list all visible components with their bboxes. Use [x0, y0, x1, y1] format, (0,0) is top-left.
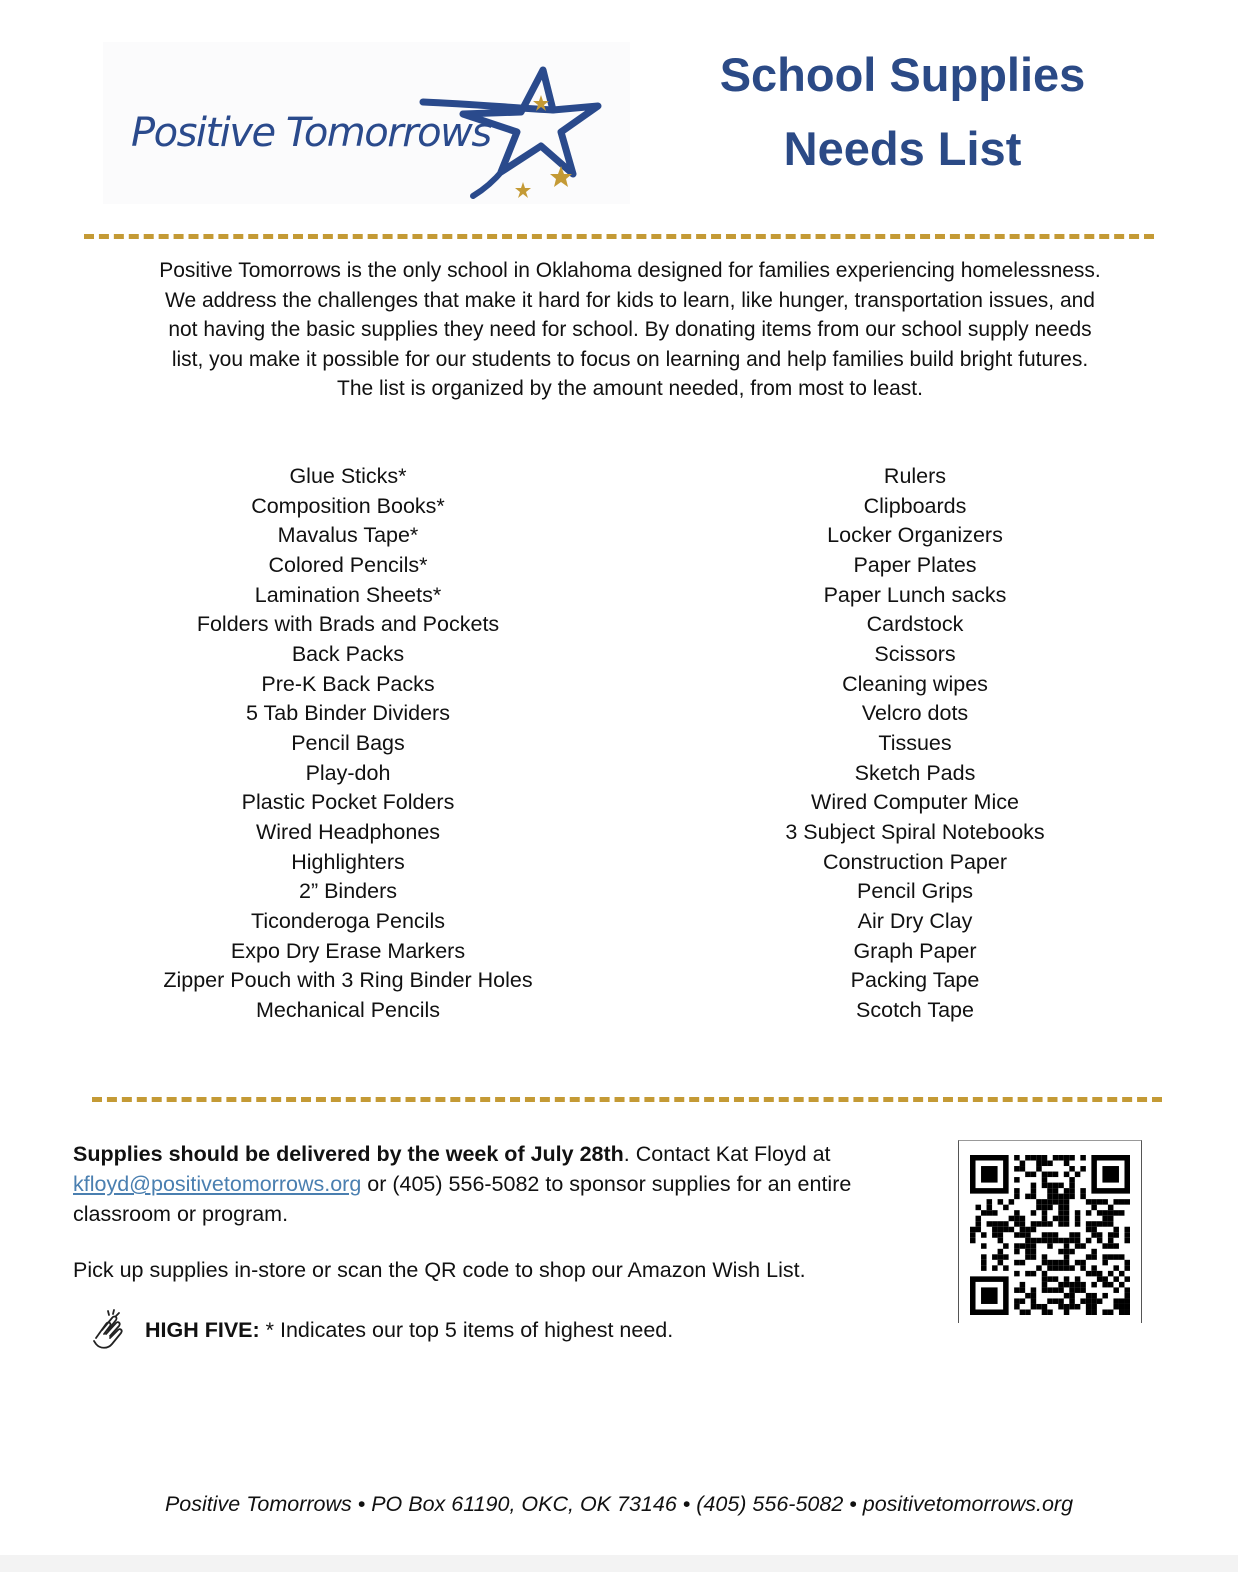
qr-code-icon	[970, 1155, 1130, 1315]
intro-line: Positive Tomorrows is the only school in Oklahoma designed for families experiencing homelessness.	[159, 259, 1101, 282]
supply-item: Zipper Pouch with 3 Ring Binder Holes	[163, 968, 533, 993]
supply-item: Packing Tape	[850, 968, 980, 993]
supply-item: Highlighters	[291, 849, 405, 874]
page-bottom-edge	[0, 1555, 1238, 1572]
intro-line: not having the basic supplies they need for school. By donating items from our school supply needs	[168, 318, 1092, 341]
intro-paragraph	[90, 256, 1170, 404]
supply-item: Locker Organizers	[827, 523, 1003, 548]
page-title-line-1: School Supplies	[719, 48, 1086, 101]
supply-item: Play-doh	[305, 760, 391, 785]
high-five-label: HIGH FIVE:	[145, 1318, 260, 1342]
supply-item: 2” Binders	[299, 879, 397, 904]
supply-item: Back Packs	[291, 641, 405, 666]
star-icon	[403, 62, 613, 202]
supply-item: Lamination Sheets*	[254, 582, 442, 607]
supply-item: Tissues	[878, 730, 952, 755]
high-five-note	[145, 1318, 673, 1343]
supply-item: Graph Paper	[853, 938, 977, 963]
supply-item: Paper Lunch sacks	[823, 582, 1007, 607]
supply-item: Pre-K Back Packs	[261, 671, 435, 696]
intro-line: The list is organized by the amount needed, from most to least.	[337, 377, 923, 400]
supply-list-right	[735, 462, 1095, 1025]
supply-item: Cleaning wipes	[842, 671, 988, 696]
delivery-deadline: Supplies should be delivered by the week of July 28th	[73, 1142, 624, 1166]
delivery-info	[73, 1139, 933, 1229]
supply-item: Folders with Brads and Pockets	[196, 612, 500, 637]
supply-item: Colored Pencils*	[268, 552, 428, 577]
supply-item: Rulers	[883, 464, 947, 488]
page-title-line-2: Needs List	[783, 122, 1022, 175]
supply-item: Pencil Grips	[857, 879, 973, 904]
delivery-contact-text: . Contact Kat Floyd at	[623, 1142, 831, 1166]
supply-item: Composition Books*	[251, 493, 445, 518]
supply-item: Sketch Pads	[854, 760, 976, 785]
supply-item: Scissors	[874, 641, 956, 666]
supply-item: Air Dry Clay	[857, 908, 973, 933]
supply-item: Mechanical Pencils	[255, 997, 441, 1022]
supply-item: Wired Computer Mice	[811, 790, 1019, 815]
supply-item: Mavalus Tape*	[277, 523, 419, 548]
divider-top	[84, 234, 1154, 239]
supply-item: Expo Dry Erase Markers	[230, 938, 466, 963]
supply-item: 5 Tab Binder Dividers	[246, 701, 450, 726]
supply-list-left	[128, 462, 568, 1025]
supply-item: Plastic Pocket Folders	[241, 790, 455, 815]
logo-text: Positive Tomorrows	[131, 110, 491, 156]
supply-item: 3 Subject Spiral Notebooks	[785, 819, 1045, 844]
supply-item: Glue Sticks*	[289, 464, 407, 488]
pickup-text: Pick up supplies in-store or scan the QR code to shop our Amazon Wish List.	[73, 1258, 806, 1282]
logo	[103, 42, 630, 204]
supply-item: Construction Paper	[822, 849, 1008, 874]
qr-code[interactable]	[958, 1140, 1142, 1323]
contact-email-link[interactable]: kfloyd@positivetomorrows.org	[73, 1172, 362, 1196]
supply-item: Clipboards	[863, 493, 967, 518]
footer-address: Positive Tomorrows • PO Box 61190, OKC, OK 73146 • (405) 556-5082 • positivetomorrows.org	[164, 1492, 1074, 1516]
high-five-icon	[88, 1308, 128, 1352]
intro-line: We address the challenges that make it hard for kids to learn, like hunger, transportation issues, and	[165, 288, 1095, 312]
delivery-sponsor-text: or (405) 556-5082 to sponsor supplies for an entire classroom or program.	[73, 1172, 852, 1226]
supply-item: Cardstock	[866, 612, 964, 637]
supply-item: Velcro dots	[861, 701, 969, 726]
supply-item: Paper Plates	[853, 552, 977, 577]
supply-item: Pencil Bags	[291, 730, 405, 755]
supply-item: Wired Headphones	[255, 819, 441, 844]
divider-bottom	[92, 1097, 1162, 1102]
intro-line: list, you make it possible for our students to focus on learning and help families build bright futures.	[171, 347, 1089, 371]
high-five-text: * Indicates our top 5 items of highest need.	[259, 1318, 674, 1342]
supply-item: Scotch Tape	[856, 997, 974, 1022]
supply-item: Ticonderoga Pencils	[250, 908, 445, 933]
